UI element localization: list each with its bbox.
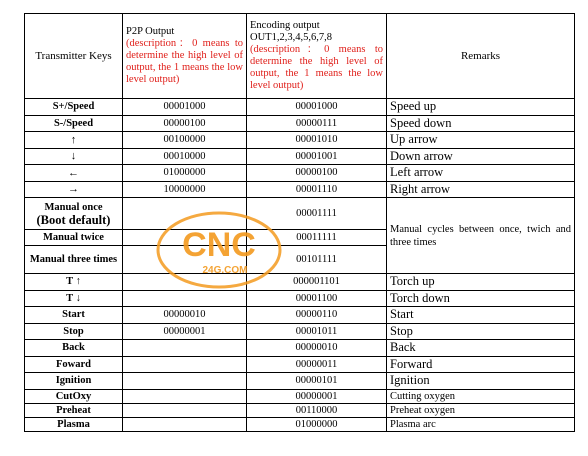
encoding-cell: 00001010 [247,132,387,149]
encoding-cell: 00000001 [247,389,387,403]
encoding-cell: 00000011 [247,356,387,373]
encoding-cell: 00000111 [247,115,387,132]
p2p-cell [123,417,247,431]
key-cell: Foward [25,356,123,373]
p2p-cell [123,230,247,246]
key-cell: Manual three times [25,246,123,274]
down-arrow-key: ↓ [25,148,123,165]
remark-cell: Speed down [387,115,575,132]
encoding-cell: 01000000 [247,417,387,431]
table-row [25,403,575,417]
remark-cell: Forward [387,356,575,373]
p2p-cell: 00100000 [123,132,247,149]
table-row [25,323,575,340]
torch-up-key: T ↑ [25,274,123,291]
p2p-cell [123,389,247,403]
key-cell: Manual twice [25,230,123,246]
key-cell: CutOxy [25,389,123,403]
header-encoding [247,14,387,99]
table-row [25,417,575,431]
p2p-cell [123,274,247,291]
up-arrow-key: ↑ [25,132,123,149]
watermark-sub-text: 24G.COM [202,265,248,276]
header-row [25,14,575,99]
remark-cell: Up arrow [387,132,575,149]
header-remarks: Remarks [387,14,575,99]
encoding-cell: 00000010 [247,340,387,357]
table-row [25,389,575,403]
p2p-cell: 01000000 [123,165,247,182]
p2p-cell [123,290,247,307]
p2p-cell: 00000100 [123,115,247,132]
key-cell: S-/Speed [25,115,123,132]
p2p-cell [123,198,247,230]
table-row [25,165,575,182]
p2p-cell: 00000010 [123,307,247,324]
key-cell: Preheat [25,403,123,417]
encoding-cell: 000001101 [247,274,387,291]
encoding-title: Encoding output OUT1,2,3,4,5,6,7,8 [250,20,332,43]
remark-cell: Left arrow [387,165,575,182]
key-cell: S+/Speed [25,99,123,116]
encoding-cell: 00000100 [247,165,387,182]
manual-remark-cell: Manual cycles between once, twich and three times [387,198,575,274]
p2p-cell: 00001000 [123,99,247,116]
p2p-cell [123,340,247,357]
boot-default-label: (Boot default) [36,212,111,227]
manual-once-label: Manual once [44,201,103,213]
remark-cell: Torch down [387,290,575,307]
encoding-cell: 00101111 [247,246,387,274]
left-arrow-key: ← [25,165,123,182]
encoding-cell: 00001011 [247,323,387,340]
remark-cell: Stop [387,323,575,340]
encoding-description: (description：0 means to determine the high level of output, the 1 means the low level output) [250,44,383,91]
table-row [25,290,575,307]
remark-cell: Start [387,307,575,324]
encoding-cell: 00001000 [247,99,387,116]
p2p-cell: 00000001 [123,323,247,340]
key-cell: Back [25,340,123,357]
table-row [25,307,575,324]
p2p-cell [123,373,247,390]
header-p2p [123,14,247,99]
table-row [25,340,575,357]
encoding-cell: 00001100 [247,290,387,307]
watermark-main-text: CNC [182,226,256,264]
encoding-cell: 00001110 [247,181,387,198]
transmitter-keys-table [24,13,575,432]
encoding-cell: 00001001 [247,148,387,165]
remark-cell: Back [387,340,575,357]
table-row [25,99,575,116]
remark-cell: Right arrow [387,181,575,198]
table-row [25,115,575,132]
table-row [25,356,575,373]
table-row [25,181,575,198]
right-arrow-key: → [25,181,123,198]
remark-cell: Ignition [387,373,575,390]
encoding-cell: 00001111 [247,198,387,230]
encoding-cell: 00011111 [247,230,387,246]
remark-cell: Torch up [387,274,575,291]
key-cell [25,198,123,230]
remark-cell: Plasma arc [387,417,575,431]
p2p-cell [123,246,247,274]
remark-cell: Speed up [387,99,575,116]
remark-cell: Cutting oxygen [387,389,575,403]
table-row [25,198,575,230]
key-cell: Plasma [25,417,123,431]
torch-down-key: T ↓ [25,290,123,307]
p2p-cell [123,403,247,417]
table-row [25,373,575,390]
header-keys: Transmitter Keys [25,14,123,99]
p2p-title: P2P Output [126,26,175,37]
remark-cell: Down arrow [387,148,575,165]
table-row [25,274,575,291]
p2p-cell: 00010000 [123,148,247,165]
table-row [25,148,575,165]
key-cell: Stop [25,323,123,340]
table-row [25,132,575,149]
key-cell: Start [25,307,123,324]
encoding-cell: 00110000 [247,403,387,417]
p2p-cell [123,356,247,373]
p2p-cell: 10000000 [123,181,247,198]
p2p-description: (description：0 means to determine the high level of output, the 1 means the low level output) [126,38,243,85]
encoding-cell: 00000101 [247,373,387,390]
encoding-cell: 00000110 [247,307,387,324]
remark-cell: Preheat oxygen [387,403,575,417]
key-cell: Ignition [25,373,123,390]
